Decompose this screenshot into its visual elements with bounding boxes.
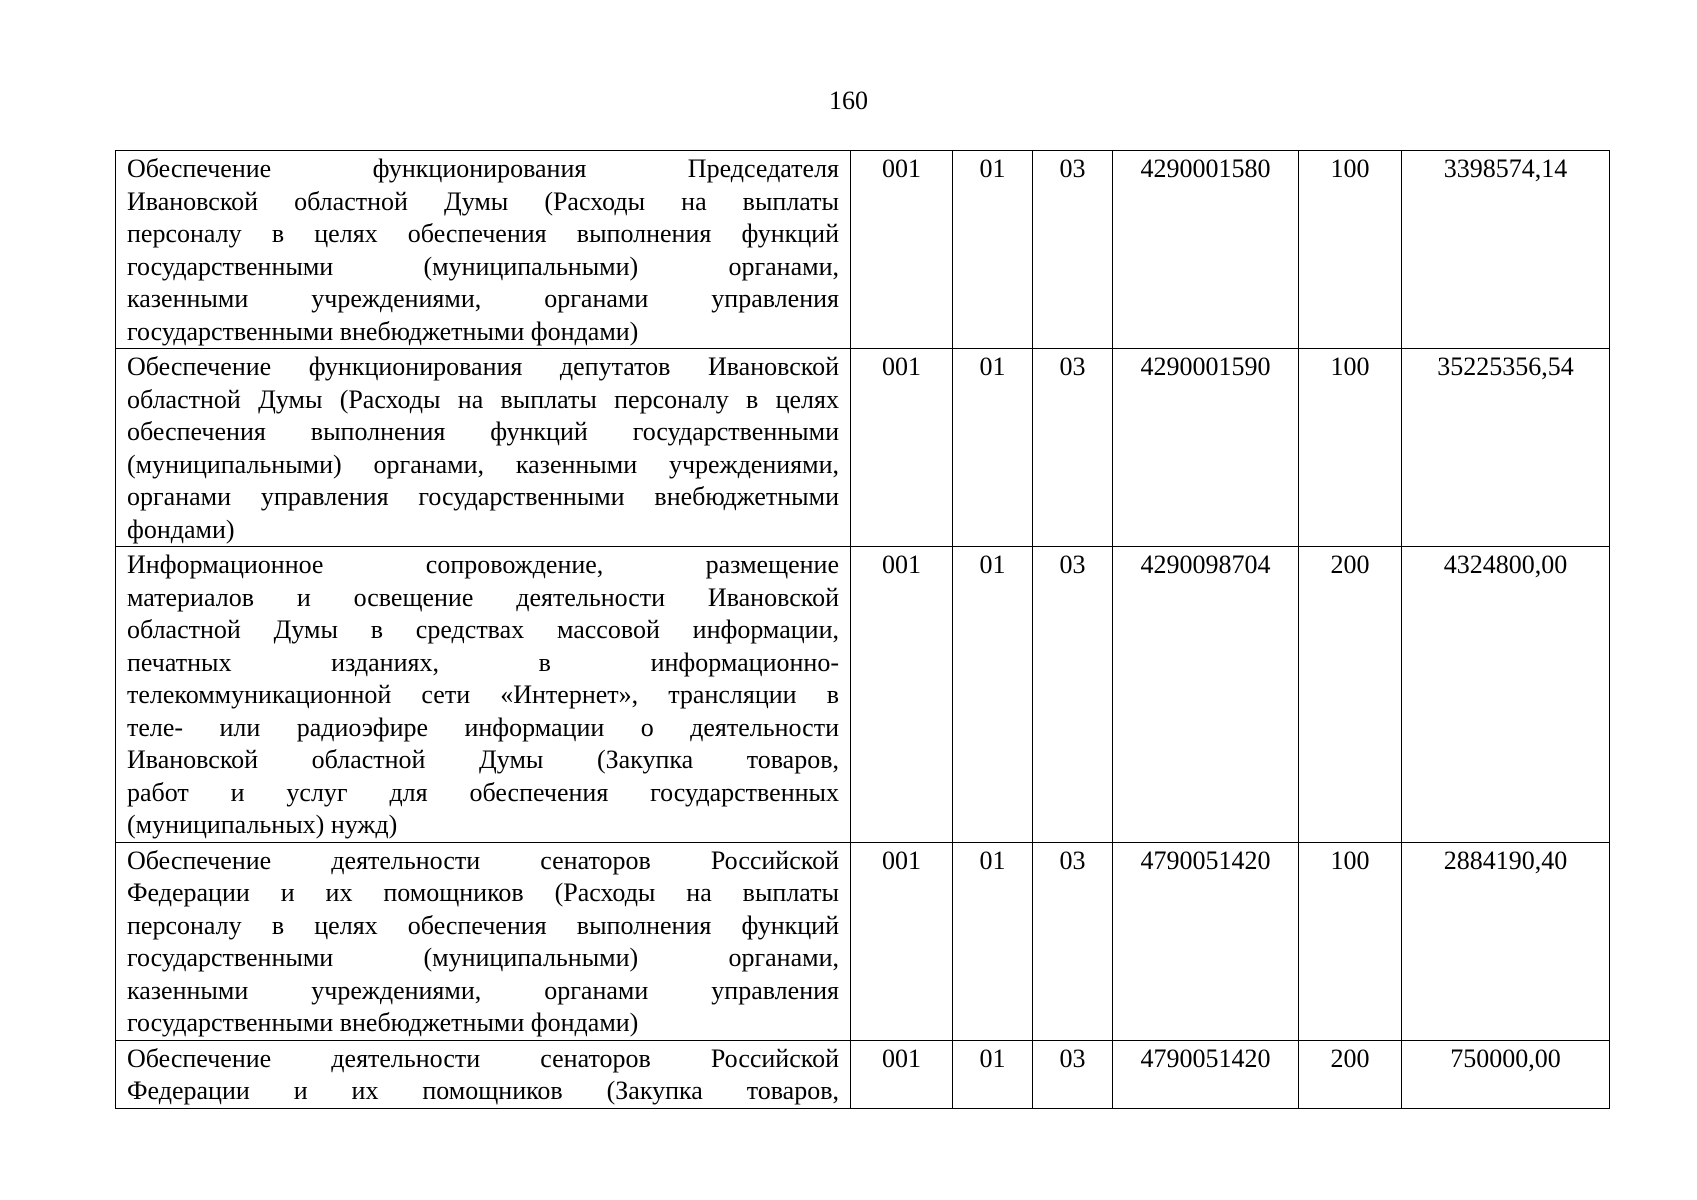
description-line: казенными учреждениями, органами управления (127, 975, 839, 1005)
description-line: персоналу в целях обеспечения выполнения функций (127, 910, 839, 940)
description-line: персоналу в целях обеспечения выполнения функций (127, 219, 839, 248)
description-line: материалов и освещение деятельности Ивановской (127, 582, 839, 612)
amount-cell: 750000,00 (1402, 1040, 1610, 1108)
description-line: (муниципальными) органами, казенными учреждениями, (127, 449, 839, 479)
description-line: Ивановской областной Думы (Расходы на выплаты (127, 186, 839, 216)
target-article-cell: 4790051420 (1113, 842, 1299, 1040)
target-article-cell: 4290098704 (1113, 547, 1299, 843)
table-row (116, 1040, 1610, 1108)
description-cell (116, 842, 851, 1040)
description-line: печатных изданиях, в информационно- (127, 647, 839, 677)
table-row (116, 547, 1610, 843)
ministry-code-cell: 001 (851, 1040, 953, 1108)
page-number: 160 (829, 86, 868, 115)
description-line: теле- или радиоэфире информации о деятельности (127, 712, 839, 742)
budget-table (115, 150, 1610, 1109)
description-line: обеспечения выполнения функций государственными (127, 417, 839, 446)
table-row (116, 842, 1610, 1040)
subsection-code-cell: 03 (1033, 349, 1113, 547)
table-body (116, 151, 1610, 1109)
description-line: областной Думы (Расходы на выплаты персоналу в целях (127, 384, 839, 414)
section-code-cell: 01 (953, 547, 1033, 843)
amount-cell: 3398574,14 (1402, 151, 1610, 349)
description-line: фондами) (127, 514, 235, 544)
expense-type-cell: 200 (1299, 1040, 1402, 1108)
table-row (116, 151, 1610, 349)
description-line: Обеспечение функционирования Председателя (127, 154, 839, 183)
description-line: Обеспечение деятельности сенаторов Российской (127, 1043, 839, 1073)
description-cell (116, 349, 851, 547)
description-line: государственными (муниципальными) органами, (127, 251, 839, 281)
description-line: органами управления государственными внебюджетными (127, 482, 839, 511)
ministry-code-cell: 001 (851, 151, 953, 349)
description-line: Ивановской областной Думы (Закупка товаров, (127, 745, 839, 774)
section-code-cell: 01 (953, 842, 1033, 1040)
description-line: работ и услуг для обеспечения государственных (127, 777, 839, 807)
ministry-code-cell: 001 (851, 842, 953, 1040)
description-cell (116, 1040, 851, 1108)
subsection-code-cell: 03 (1033, 151, 1113, 349)
description-line: Федерации и их помощников (Закупка товаров, (127, 1076, 839, 1105)
description-line: областной Думы в средствах массовой информации, (127, 615, 839, 644)
expense-type-cell: 100 (1299, 349, 1402, 547)
description-line: государственными (муниципальными) органами, (127, 943, 839, 972)
description-line: Обеспечение функционирования депутатов Ивановской (127, 352, 839, 381)
table-row (116, 349, 1610, 547)
amount-cell: 2884190,40 (1402, 842, 1610, 1040)
target-article-cell: 4790051420 (1113, 1040, 1299, 1108)
subsection-code-cell: 03 (1033, 547, 1113, 843)
target-article-cell: 4290001580 (1113, 151, 1299, 349)
ministry-code-cell: 001 (851, 349, 953, 547)
expense-type-cell: 200 (1299, 547, 1402, 843)
section-code-cell: 01 (953, 1040, 1033, 1108)
ministry-code-cell: 001 (851, 547, 953, 843)
description-line: Обеспечение деятельности сенаторов Российской (127, 845, 839, 875)
description-cell (116, 547, 851, 843)
description-line: государственными внебюджетными фондами) (127, 1008, 639, 1037)
target-article-cell: 4290001590 (1113, 349, 1299, 547)
description-line: телекоммуникационной сети «Интернет», трансляции в (127, 680, 839, 709)
expense-type-cell: 100 (1299, 151, 1402, 349)
subsection-code-cell: 03 (1033, 1040, 1113, 1108)
description-line: государственными внебюджетными фондами) (127, 316, 639, 346)
description-line: Информационное сопровождение, размещение (127, 550, 839, 579)
amount-cell: 35225356,54 (1402, 349, 1610, 547)
expense-type-cell: 100 (1299, 842, 1402, 1040)
amount-cell: 4324800,00 (1402, 547, 1610, 843)
subsection-code-cell: 03 (1033, 842, 1113, 1040)
description-line: (муниципальных) нужд) (127, 810, 398, 839)
description-cell (116, 151, 851, 349)
description-line: казенными учреждениями, органами управления (127, 284, 839, 313)
description-line: Федерации и их помощников (Расходы на выплаты (127, 878, 839, 907)
section-code-cell: 01 (953, 349, 1033, 547)
section-code-cell: 01 (953, 151, 1033, 349)
